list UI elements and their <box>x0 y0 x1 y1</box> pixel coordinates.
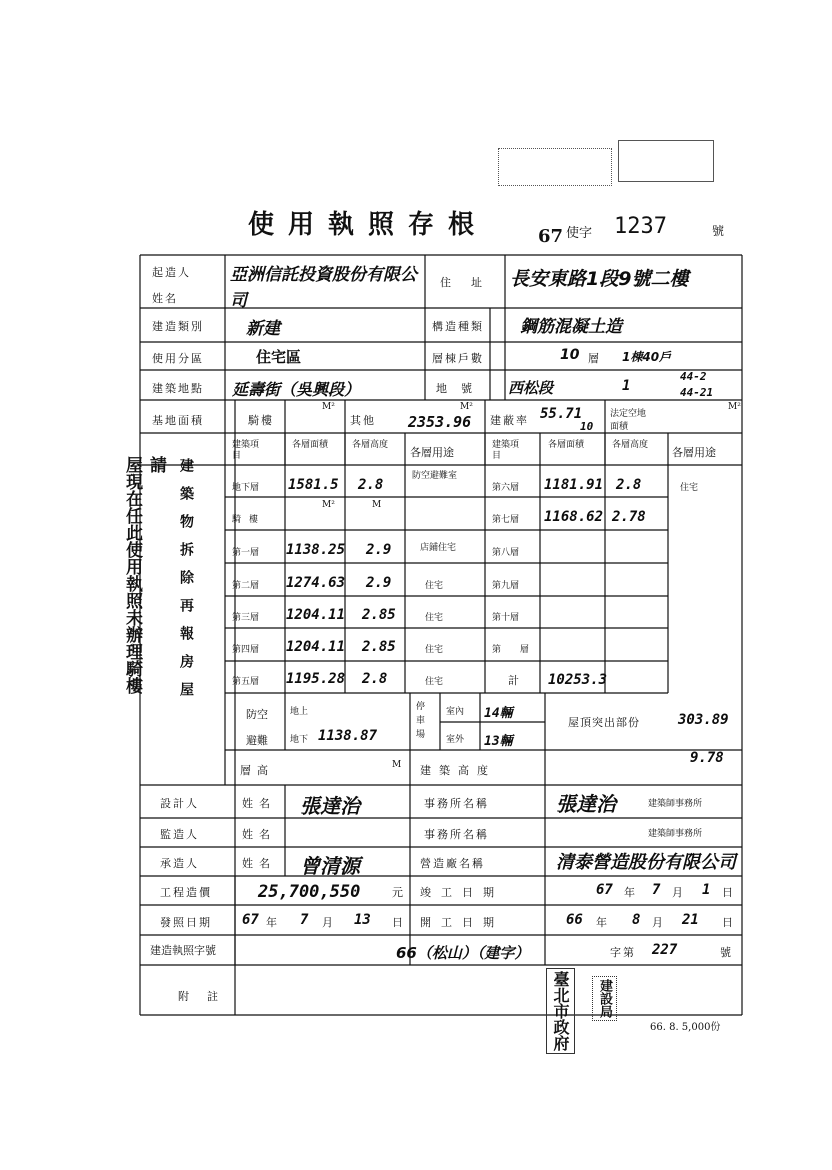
land-section: 西松段 <box>508 379 554 397</box>
owner-name: 亞洲信託投資股份有限公司 <box>230 265 417 311</box>
label-roof: 屋頂突出部份 <box>568 716 640 729</box>
label-shelter: 防空避難 <box>246 708 268 747</box>
total-area: 10253.3 <box>548 672 608 688</box>
label-contractor: 承造人 <box>160 857 199 870</box>
label-build-permit: 建造執照字號 <box>150 944 216 957</box>
row-total: 計 <box>508 674 521 687</box>
land-lot-1: 44-2 <box>680 370 707 383</box>
basement-height: 2.8 <box>358 477 384 493</box>
shelter-below: 1138.87 <box>318 728 378 744</box>
unit-m-a: M <box>372 500 382 510</box>
label-building-type: 建造類別 <box>152 320 204 333</box>
f4-area: 1204.11 <box>286 639 346 655</box>
unit-year-b: 年 <box>266 916 279 929</box>
issue-month: 7 <box>300 912 309 928</box>
row-f10: 第十層 <box>492 613 520 623</box>
parking-out: 13輛 <box>484 734 513 749</box>
f5-height: 2.8 <box>362 671 388 687</box>
site-location: 延壽街（吳興段） <box>232 380 361 399</box>
unit-day-a: 日 <box>722 886 735 899</box>
f2-height: 2.9 <box>366 575 392 591</box>
f1-use: 店鋪住宅 <box>420 543 457 553</box>
open-year: 66 <box>566 912 583 928</box>
print-info: 66. 8. 5,000份 <box>650 1022 721 1033</box>
label-coverage: 建蔽率 <box>490 414 529 427</box>
label-other: 其他 <box>350 414 376 427</box>
label-permit-zi: 字第 <box>610 946 636 959</box>
label-owner: 起造人 <box>152 266 191 279</box>
label-use-zone: 使用分區 <box>152 352 204 365</box>
structure-type: 鋼筋混凝土造 <box>520 317 622 337</box>
label-issue-date: 發照日期 <box>160 916 212 929</box>
f6-use: 住宅 <box>680 483 699 493</box>
f2-area: 1274.63 <box>286 575 346 591</box>
label-supervisor-name: 姓名 <box>242 828 276 841</box>
form-title: 使用執照存根 <box>248 210 489 240</box>
unit-m2-a: M² <box>322 402 335 412</box>
label-arcade: 騎樓 <box>248 414 274 427</box>
label-floor-unit: 層 <box>588 352 601 365</box>
f6-height: 2.8 <box>616 477 642 493</box>
label-builder-firm: 營造廠名稱 <box>420 857 485 870</box>
f3-use: 住宅 <box>425 613 444 623</box>
label-open-date: 開工日期 <box>420 916 504 929</box>
row-arcade: 騎樓 <box>232 515 267 525</box>
label-supervisor: 監造人 <box>160 828 199 841</box>
unit-year-a: 年 <box>624 886 637 899</box>
parking-in: 14輛 <box>484 706 513 721</box>
permit-word: 使字 <box>566 226 593 241</box>
unit-month-b: 月 <box>322 916 335 929</box>
label-contractor-name: 姓名 <box>242 857 276 870</box>
roof-height: 9.78 <box>690 750 724 766</box>
unit-day-b: 日 <box>392 916 405 929</box>
label-site-area: 基地面積 <box>152 414 204 427</box>
label-designer-firm: 事務所名稱 <box>424 797 489 810</box>
label-indoor: 室內 <box>446 707 465 717</box>
seal-stamp-2: 建設局 <box>592 976 617 1021</box>
label-address: 住址 <box>440 276 502 289</box>
unit-year-c: 年 <box>596 916 609 929</box>
building-type: 新建 <box>246 319 280 339</box>
unit-m2-b: M² <box>460 402 473 412</box>
label-below: 地下 <box>290 735 309 745</box>
label-legal-open: 法定空地面積 <box>610 409 647 432</box>
label-structure-type: 構造種類 <box>432 320 484 333</box>
issue-year: 67 <box>242 912 259 928</box>
row-f9: 第九層 <box>492 581 520 591</box>
label-supervisor-firm: 事務所名稱 <box>424 828 489 841</box>
unit-m-b: M <box>392 760 402 770</box>
f5-use: 住宅 <box>425 677 444 687</box>
unit-month-a: 月 <box>672 886 685 899</box>
f7-height: 2.78 <box>612 509 646 525</box>
side-note-right: 建築物拆除再報房屋 <box>178 458 194 710</box>
label-floor-height: 層高 <box>240 764 274 777</box>
unit-day-c: 日 <box>722 916 735 929</box>
fl-use-hdr-2: 各層用途 <box>672 446 716 459</box>
f4-use: 住宅 <box>425 645 444 655</box>
f1-area: 1138.25 <box>286 542 346 558</box>
fl-area-hdr: 各層面積 <box>292 440 329 450</box>
f4-height: 2.85 <box>362 639 396 655</box>
basement-area: 1581.5 <box>288 477 339 493</box>
label-notes: 附註 <box>178 990 236 1003</box>
coverage: 55.71 <box>540 406 583 422</box>
site-area: 2353.96 <box>408 413 472 431</box>
done-month: 7 <box>652 882 661 898</box>
label-permit-hao: 號 <box>720 946 733 959</box>
row-f4: 第四層 <box>232 645 260 655</box>
side-note-req: 請 <box>146 456 166 473</box>
open-month: 8 <box>632 912 641 928</box>
done-day: 1 <box>702 882 711 898</box>
row-f5: 第五層 <box>232 677 260 687</box>
fl-item-hdr-2: 建築項目 <box>492 440 520 461</box>
basement-use: 防空避難室 <box>412 471 458 481</box>
roof-area: 303.89 <box>678 712 729 728</box>
unit-month-c: 月 <box>652 916 665 929</box>
f7-area: 1168.62 <box>544 509 604 525</box>
unit-m2-d: M² <box>322 500 335 510</box>
permit-prefix: 67 <box>538 226 564 247</box>
issue-day: 13 <box>354 912 371 928</box>
row-f7: 第七層 <box>492 515 520 525</box>
label-done-date: 竣工日期 <box>420 886 504 899</box>
done-year: 67 <box>596 882 613 898</box>
label-floors-units: 層棟戶數 <box>432 352 484 365</box>
label-architect-2: 建築師事務所 <box>648 829 703 839</box>
row-f1: 第一層 <box>232 548 260 558</box>
row-f3: 第三層 <box>232 613 260 623</box>
approval-stamp-2 <box>618 140 714 182</box>
side-note-left: 屋現在任此使用執照未辦理騎樓 <box>122 456 142 694</box>
coverage-b: 10 <box>580 420 594 433</box>
fl-item-hdr: 建築項目 <box>232 440 260 461</box>
f1-height: 2.9 <box>366 542 392 558</box>
unit-m2-c: M² <box>728 402 741 412</box>
seal-stamp: 臺北市政府 <box>546 968 575 1054</box>
cost: 25,700,550 <box>258 882 361 902</box>
label-above: 地上 <box>290 707 309 717</box>
label-bldg-height: 建築高度 <box>420 764 496 777</box>
row-f8: 第八層 <box>492 548 520 558</box>
label-cost: 工程造價 <box>160 886 212 899</box>
row-basement: 地下層 <box>232 483 260 493</box>
f5-area: 1195.28 <box>286 671 346 687</box>
floors-detail: 1棟40戶 <box>622 350 672 364</box>
label-land-lot: 地號 <box>436 382 486 395</box>
land-sub: 1 <box>622 378 631 394</box>
fl-height-hdr: 各層高度 <box>352 440 389 450</box>
approval-stamp <box>498 148 612 186</box>
use-zone: 住宅區 <box>256 348 302 366</box>
row-f6: 第六層 <box>492 483 520 493</box>
open-day: 21 <box>682 912 699 928</box>
fl-height-hdr-2: 各層高度 <box>612 440 649 450</box>
label-designer-name: 姓名 <box>242 797 276 810</box>
row-fn: 第 層 <box>492 645 537 655</box>
label-architect: 建築師事務所 <box>648 799 703 809</box>
designer-firm: 張達治 <box>556 792 616 816</box>
designer-name: 張達治 <box>300 794 360 818</box>
label-parking: 停車場 <box>416 702 426 740</box>
build-permit-no: 227 <box>652 942 678 958</box>
row-f2: 第二層 <box>232 581 260 591</box>
unit-yuan: 元 <box>392 886 405 899</box>
contractor-firm: 清泰營造股份有限公司 <box>556 852 736 873</box>
permit-number: 1237 <box>614 214 667 239</box>
f3-height: 2.85 <box>362 607 396 623</box>
fl-use-hdr: 各層用途 <box>410 446 454 459</box>
f2-use: 住宅 <box>425 581 444 591</box>
f3-area: 1204.11 <box>286 607 346 623</box>
address: 長安東路1段9號二樓 <box>510 268 689 290</box>
permit-suffix: 號 <box>712 224 725 238</box>
f6-area: 1181.91 <box>544 477 604 493</box>
label-site-location: 建築地點 <box>152 382 204 395</box>
contractor-name: 曾清源 <box>300 854 360 878</box>
label-designer: 設計人 <box>160 797 199 810</box>
build-permit: 66（松山）（建字） <box>396 944 530 962</box>
fl-area-hdr-2: 各層面積 <box>548 440 585 450</box>
label-outdoor: 室外 <box>446 735 465 745</box>
land-lot-2: 44-21 <box>680 386 714 399</box>
floors-units: 10 <box>560 347 580 363</box>
label-owner-name: 姓名 <box>152 292 178 305</box>
